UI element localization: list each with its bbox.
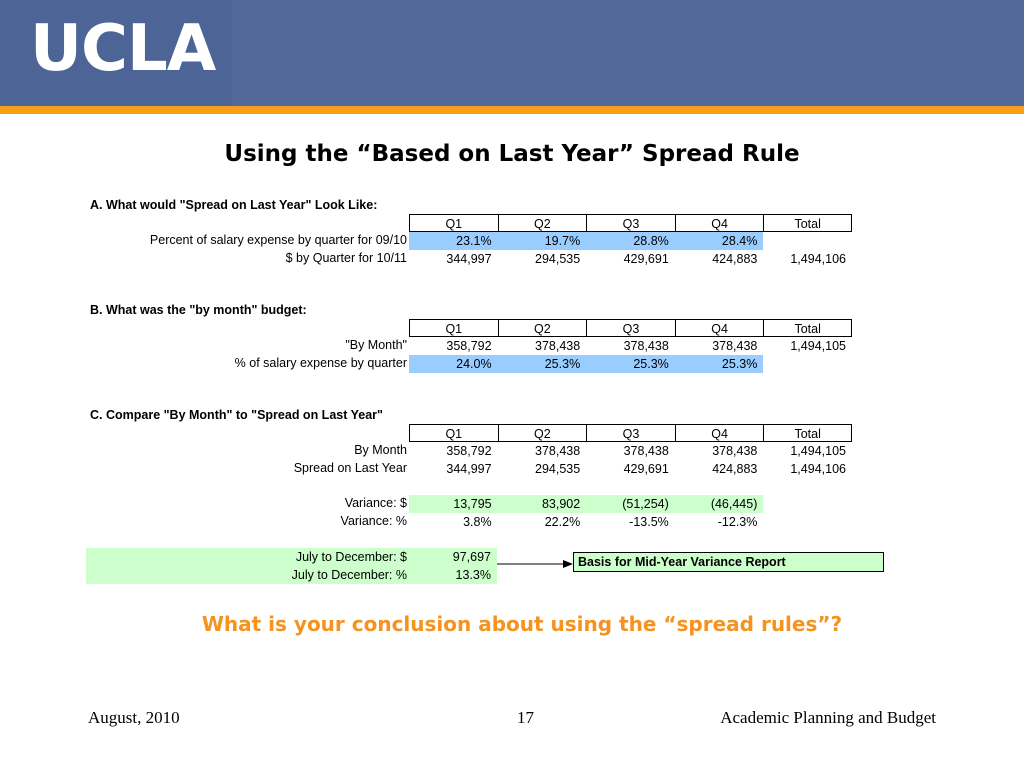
table-row — [409, 442, 852, 460]
footer-org: Academic Planning and Budget — [720, 708, 936, 727]
col-header-q2: Q2 — [498, 214, 587, 232]
col-header-q4: Q4 — [675, 424, 764, 442]
cell-q3: 378,438 — [623, 339, 669, 353]
cell-q4: 424,883 — [712, 252, 758, 266]
slide-title: Using the “Based on Last Year” Spread Rule — [224, 141, 800, 167]
cell-q4: 28.4% — [675, 232, 764, 250]
july-percent-label: July to December: % — [291, 568, 407, 582]
col-header-total: Total — [763, 319, 852, 337]
row-label: Spread on Last Year — [293, 461, 407, 475]
col-header-q1: Q1 — [409, 424, 498, 442]
row-label: Variance: $ — [344, 496, 407, 510]
cell-q1: 3.8% — [463, 515, 492, 529]
cell-q1: 344,997 — [446, 462, 492, 476]
cell-q2: 294,535 — [535, 252, 581, 266]
section-b-title: B. What was the "by month" budget: — [90, 303, 307, 317]
cell-q2: 19.7% — [498, 232, 587, 250]
table-row — [409, 337, 852, 355]
july-percent-value: 13.3% — [455, 568, 491, 582]
section-c-header-row — [409, 424, 852, 442]
cell-q2: 294,535 — [535, 462, 581, 476]
table-row — [409, 232, 852, 250]
cell-total — [763, 232, 852, 250]
footer-date: August, 2010 — [88, 708, 180, 727]
conclusion-question: What is your conclusion about using the “spread rules”? — [201, 612, 843, 636]
cell-q2: 25.3% — [498, 355, 587, 373]
section-b-header-row — [409, 319, 852, 337]
cell-total: 1,494,106 — [790, 252, 846, 266]
cell-total — [763, 513, 852, 531]
cell-total: 1,494,105 — [790, 444, 846, 458]
row-label: $ by Quarter for 10/11 — [285, 251, 407, 265]
cell-q3: -13.5% — [629, 515, 669, 529]
row-label: Variance: % — [340, 514, 407, 528]
row-label: % of salary expense by quarter — [234, 356, 407, 370]
cell-q4: 378,438 — [712, 444, 758, 458]
cell-total: 1,494,106 — [790, 462, 846, 476]
cell-total: 1,494,105 — [790, 339, 846, 353]
section-c-title: C. Compare "By Month" to "Spread on Last Year" — [90, 408, 383, 422]
cell-q4: -12.3% — [717, 515, 758, 529]
cell-q3: 429,691 — [623, 462, 669, 476]
col-header-q4: Q4 — [675, 319, 764, 337]
table-row — [409, 460, 852, 478]
cell-q3: 378,438 — [623, 444, 669, 458]
col-header-q2: Q2 — [498, 319, 587, 337]
col-header-q1: Q1 — [409, 319, 498, 337]
cell-q4: (46,445) — [675, 495, 764, 513]
col-header-q1: Q1 — [409, 214, 498, 232]
cell-q4: 378,438 — [712, 339, 758, 353]
cell-total — [763, 495, 852, 513]
col-header-q3: Q3 — [586, 214, 675, 232]
july-dollar-value: 97,697 — [452, 550, 491, 564]
cell-q1: 24.0% — [409, 355, 498, 373]
cell-q2: 22.2% — [544, 515, 581, 529]
cell-q2: 378,438 — [535, 339, 581, 353]
col-header-total: Total — [763, 424, 852, 442]
row-label: By Month — [354, 443, 407, 457]
col-header-total: Total — [763, 214, 852, 232]
cell-q1: 358,792 — [446, 339, 492, 353]
cell-q4: 424,883 — [712, 462, 758, 476]
cell-q3: 25.3% — [586, 355, 675, 373]
ucla-logo: UCLA — [30, 12, 216, 86]
table-row — [409, 250, 852, 268]
cell-q4: 25.3% — [675, 355, 764, 373]
section-a-header-row — [409, 214, 852, 232]
cell-q1: 23.1% — [409, 232, 498, 250]
table-row — [409, 513, 852, 531]
section-a-title: A. What would "Spread on Last Year" Look Like: — [90, 198, 378, 212]
cell-q2: 83,902 — [498, 495, 587, 513]
row-label: "By Month" — [345, 338, 407, 352]
col-header-q3: Q3 — [586, 319, 675, 337]
july-dollar-label: July to December: $ — [295, 550, 407, 564]
row-label: Percent of salary expense by quarter for 09/10 — [149, 233, 407, 247]
cell-q3: 28.8% — [586, 232, 675, 250]
col-header-q4: Q4 — [675, 214, 764, 232]
cell-q1: 13,795 — [409, 495, 498, 513]
basis-callout: Basis for Mid-Year Variance Report — [573, 552, 884, 572]
cell-q2: 378,438 — [535, 444, 581, 458]
footer-page-number: 17 — [517, 708, 534, 727]
col-header-q3: Q3 — [586, 424, 675, 442]
arrow-icon — [497, 556, 575, 570]
cell-q3: 429,691 — [623, 252, 669, 266]
header-banner — [0, 0, 1024, 106]
cell-q3: (51,254) — [586, 495, 675, 513]
table-row — [409, 355, 852, 373]
cell-q1: 344,997 — [446, 252, 492, 266]
col-header-q2: Q2 — [498, 424, 587, 442]
cell-q1: 358,792 — [446, 444, 492, 458]
cell-total — [763, 355, 852, 373]
accent-bar — [0, 106, 1024, 114]
table-row — [409, 495, 852, 513]
